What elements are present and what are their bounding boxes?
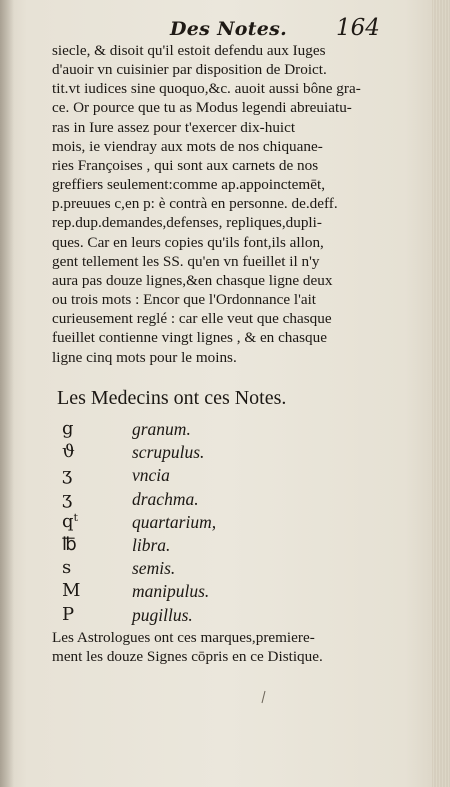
note-word: libra. (132, 535, 171, 555)
note-symbol: ʒ (62, 487, 73, 509)
text-line: Les Astrologues ont ces marques,premiere- (52, 629, 315, 646)
text-line: ou trois mots : Encor que l'Ordonnance l'ait (52, 291, 317, 309)
text-line: siecle, & disoit qu'il estoit defendu aux Iuges (52, 42, 326, 59)
note-word: quartarium, (132, 511, 217, 532)
note-symbol: P (62, 603, 75, 625)
note-symbol: ℔ (62, 534, 77, 555)
running-header (0, 14, 450, 44)
text-line: ras in Iure assez pour t'exercer dix-huict (52, 118, 296, 136)
running-title: Des Notes. (170, 18, 288, 40)
text-line: ries Françoises , qui sont aux carnets de nos (52, 156, 319, 174)
note-row (62, 418, 362, 440)
text-line: ce. Or pource que tu as Modus legendi abreuiatu- (52, 99, 352, 117)
text-line: rep.dup.demandes,defenses, repliques,dupli- (52, 214, 322, 232)
note-symbol: M (62, 580, 81, 602)
text-line: gent tellement les SS. qu'en vn fueillet il n'y (52, 252, 320, 270)
note-symbol: ʒ (62, 464, 73, 486)
note-word: pugillus. (132, 604, 193, 625)
text-line: greffiers seulement:comme ap.appoinctemēt, (52, 176, 325, 194)
text-line: aura pas douze lignes,&en chasque ligne deux (52, 271, 333, 289)
note-word: drachma. (132, 488, 199, 509)
text-line: d'auoir vn cuisinier par disposition de Droict. (52, 61, 327, 79)
note-symbol: qᵗ (62, 510, 78, 532)
note-row (62, 511, 362, 533)
text-line: curieusement reglé : car elle veut que chasque (52, 310, 332, 328)
note-word: manipulus. (132, 581, 210, 602)
text-line: p.preuues c,en p: è contrà en personne. de.deff. (52, 195, 338, 213)
note-symbol: s (62, 557, 72, 579)
note-word: semis. (132, 558, 176, 579)
closing-text (52, 628, 382, 666)
body-text (52, 41, 377, 367)
note-row (62, 464, 362, 486)
note-word: vncia (132, 465, 170, 486)
note-word: granum. (132, 419, 191, 439)
text-line: mois, ie viendray aux mots de nos chiquane- (52, 137, 323, 155)
note-symbol: g (62, 418, 74, 439)
note-row (62, 488, 362, 510)
text-line: ques. Car en leurs copies qu'ils font,ils allon, (52, 233, 324, 251)
ink-mark (258, 690, 270, 704)
section-heading: Les Medecins ont ces Notes. (57, 387, 287, 409)
text-line: fueillet contienne vingt lignes , & en chasque (52, 329, 327, 347)
text-line: ment les douze Signes cōpris en ce Distique. (52, 648, 323, 665)
page-gutter-shadow (0, 0, 14, 787)
text-line: tit.vt iudices sine quoquo,&c. auoit aussi bône gra- (52, 80, 361, 98)
text-line: ligne cinq mots pour le moins. (52, 348, 237, 366)
note-row (62, 534, 362, 556)
note-word: scrupulus. (132, 442, 205, 463)
note-row (62, 580, 362, 602)
note-row (62, 557, 362, 579)
note-symbol: ϑ (62, 441, 75, 463)
note-row (62, 604, 362, 626)
page-fore-edge (432, 0, 450, 787)
note-row (62, 441, 362, 463)
page-number: 164 (336, 15, 380, 41)
